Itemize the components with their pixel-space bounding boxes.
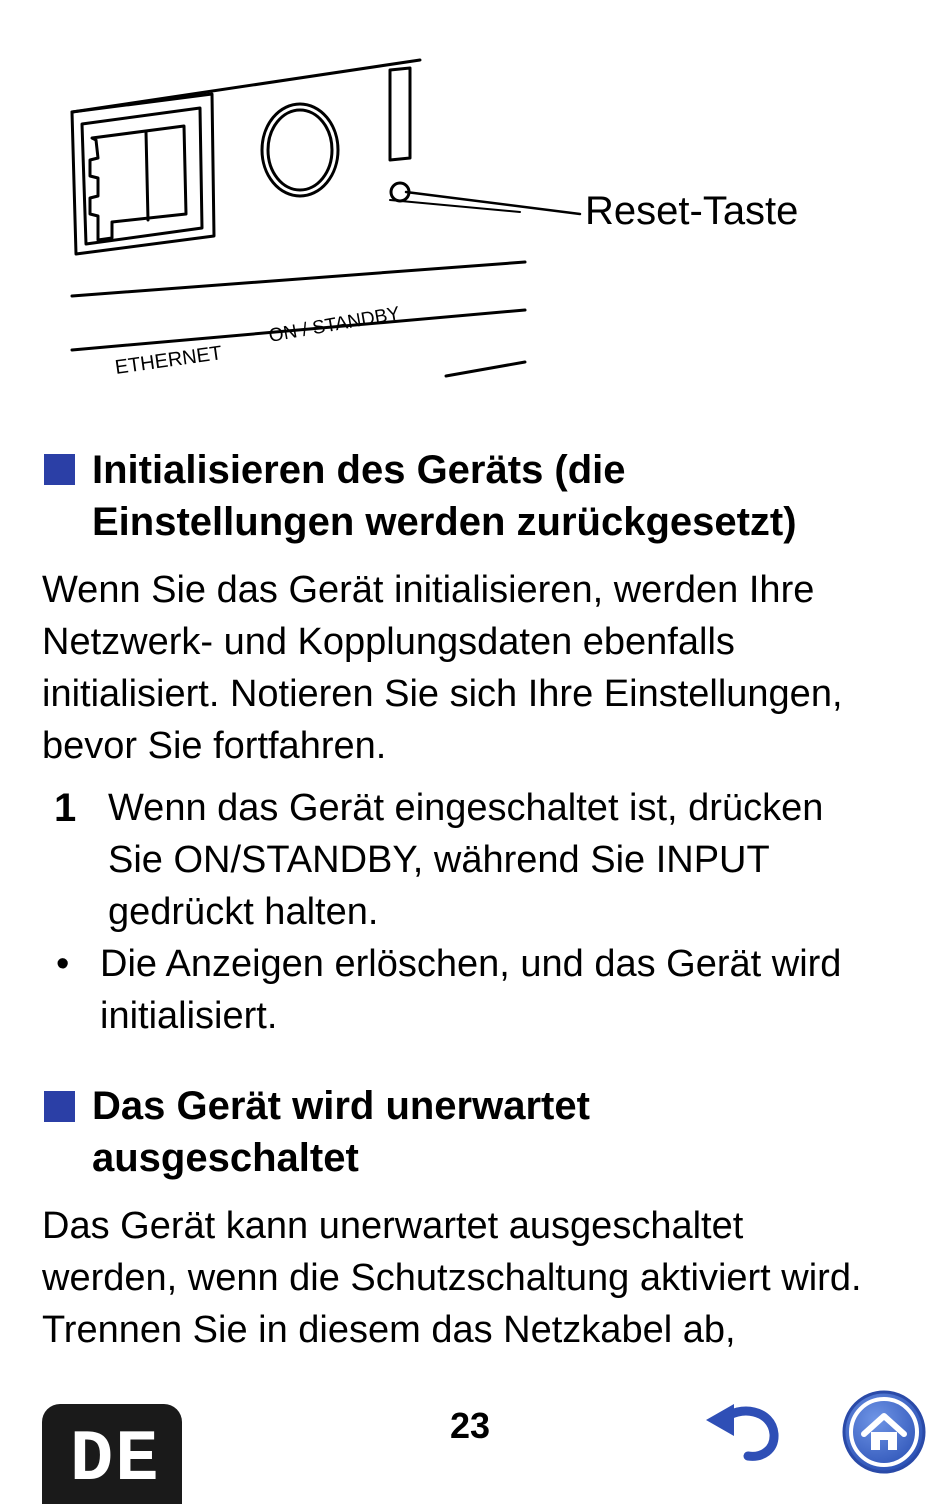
paragraph-line: Das Gerät kann unerwartet ausgeschaltet [42,1205,744,1247]
heading-line: Das Gerät wird unerwartet [92,1084,590,1128]
paragraph-line: bevor Sie fortfahren. [42,725,387,767]
page-number: 23 [449,1405,491,1446]
step-line: gedrückt halten. [108,891,379,933]
heading-line: Einstellungen werden zurückgesetzt) [92,500,797,544]
paragraph-line: initialisiert. Notieren Sie sich Ihre Einstellungen, [42,673,843,715]
step-line: Sie ON/STANDBY, während Sie INPUT [108,839,770,881]
shutdown-paragraph [42,1200,922,1356]
step-line: Wenn das Gerät eingeschaltet ist, drücken [108,787,824,829]
paragraph-line: werden, wenn die Schutzschaltung aktiviert wird. [42,1257,862,1299]
paragraph-line: Trennen Sie in diesem das Netzkabel ab, [42,1309,736,1351]
heading-line: Initialisieren des Geräts (die [92,448,626,492]
device-panel-illustration [0,0,950,400]
section-heading-initialize [92,444,912,548]
bullet-text [100,938,910,1042]
standby-button-drawing [262,104,338,196]
language-tab[interactable] [42,1404,182,1504]
paragraph-line: Netzwerk- und Kopplungsdaten ebenfalls [42,621,735,663]
section-heading-unexpected-shutdown [92,1080,912,1184]
step-text [108,782,908,938]
paragraph-line: Wenn Sie das Gerät initialisieren, werden Ihre [42,569,815,611]
step-number: 1 [54,786,77,830]
heading-marker-1 [44,454,75,485]
standby-label: ON / STANDBY [267,303,402,347]
language-label: DE [70,1419,161,1501]
heading-line: ausgeschaltet [92,1136,359,1180]
reset-key-callout: Reset-Taste [585,189,799,233]
heading-marker-2 [44,1091,75,1122]
bullet-line: initialisiert. [100,995,278,1037]
ethernet-label: ETHERNET [113,342,224,379]
bullet-line: Die Anzeigen erlöschen, und das Gerät wird [100,943,842,985]
home-icon[interactable] [840,1388,928,1476]
initialize-paragraph [42,564,922,772]
back-arrow-icon[interactable] [700,1396,786,1466]
bullet-symbol: • [56,943,70,985]
